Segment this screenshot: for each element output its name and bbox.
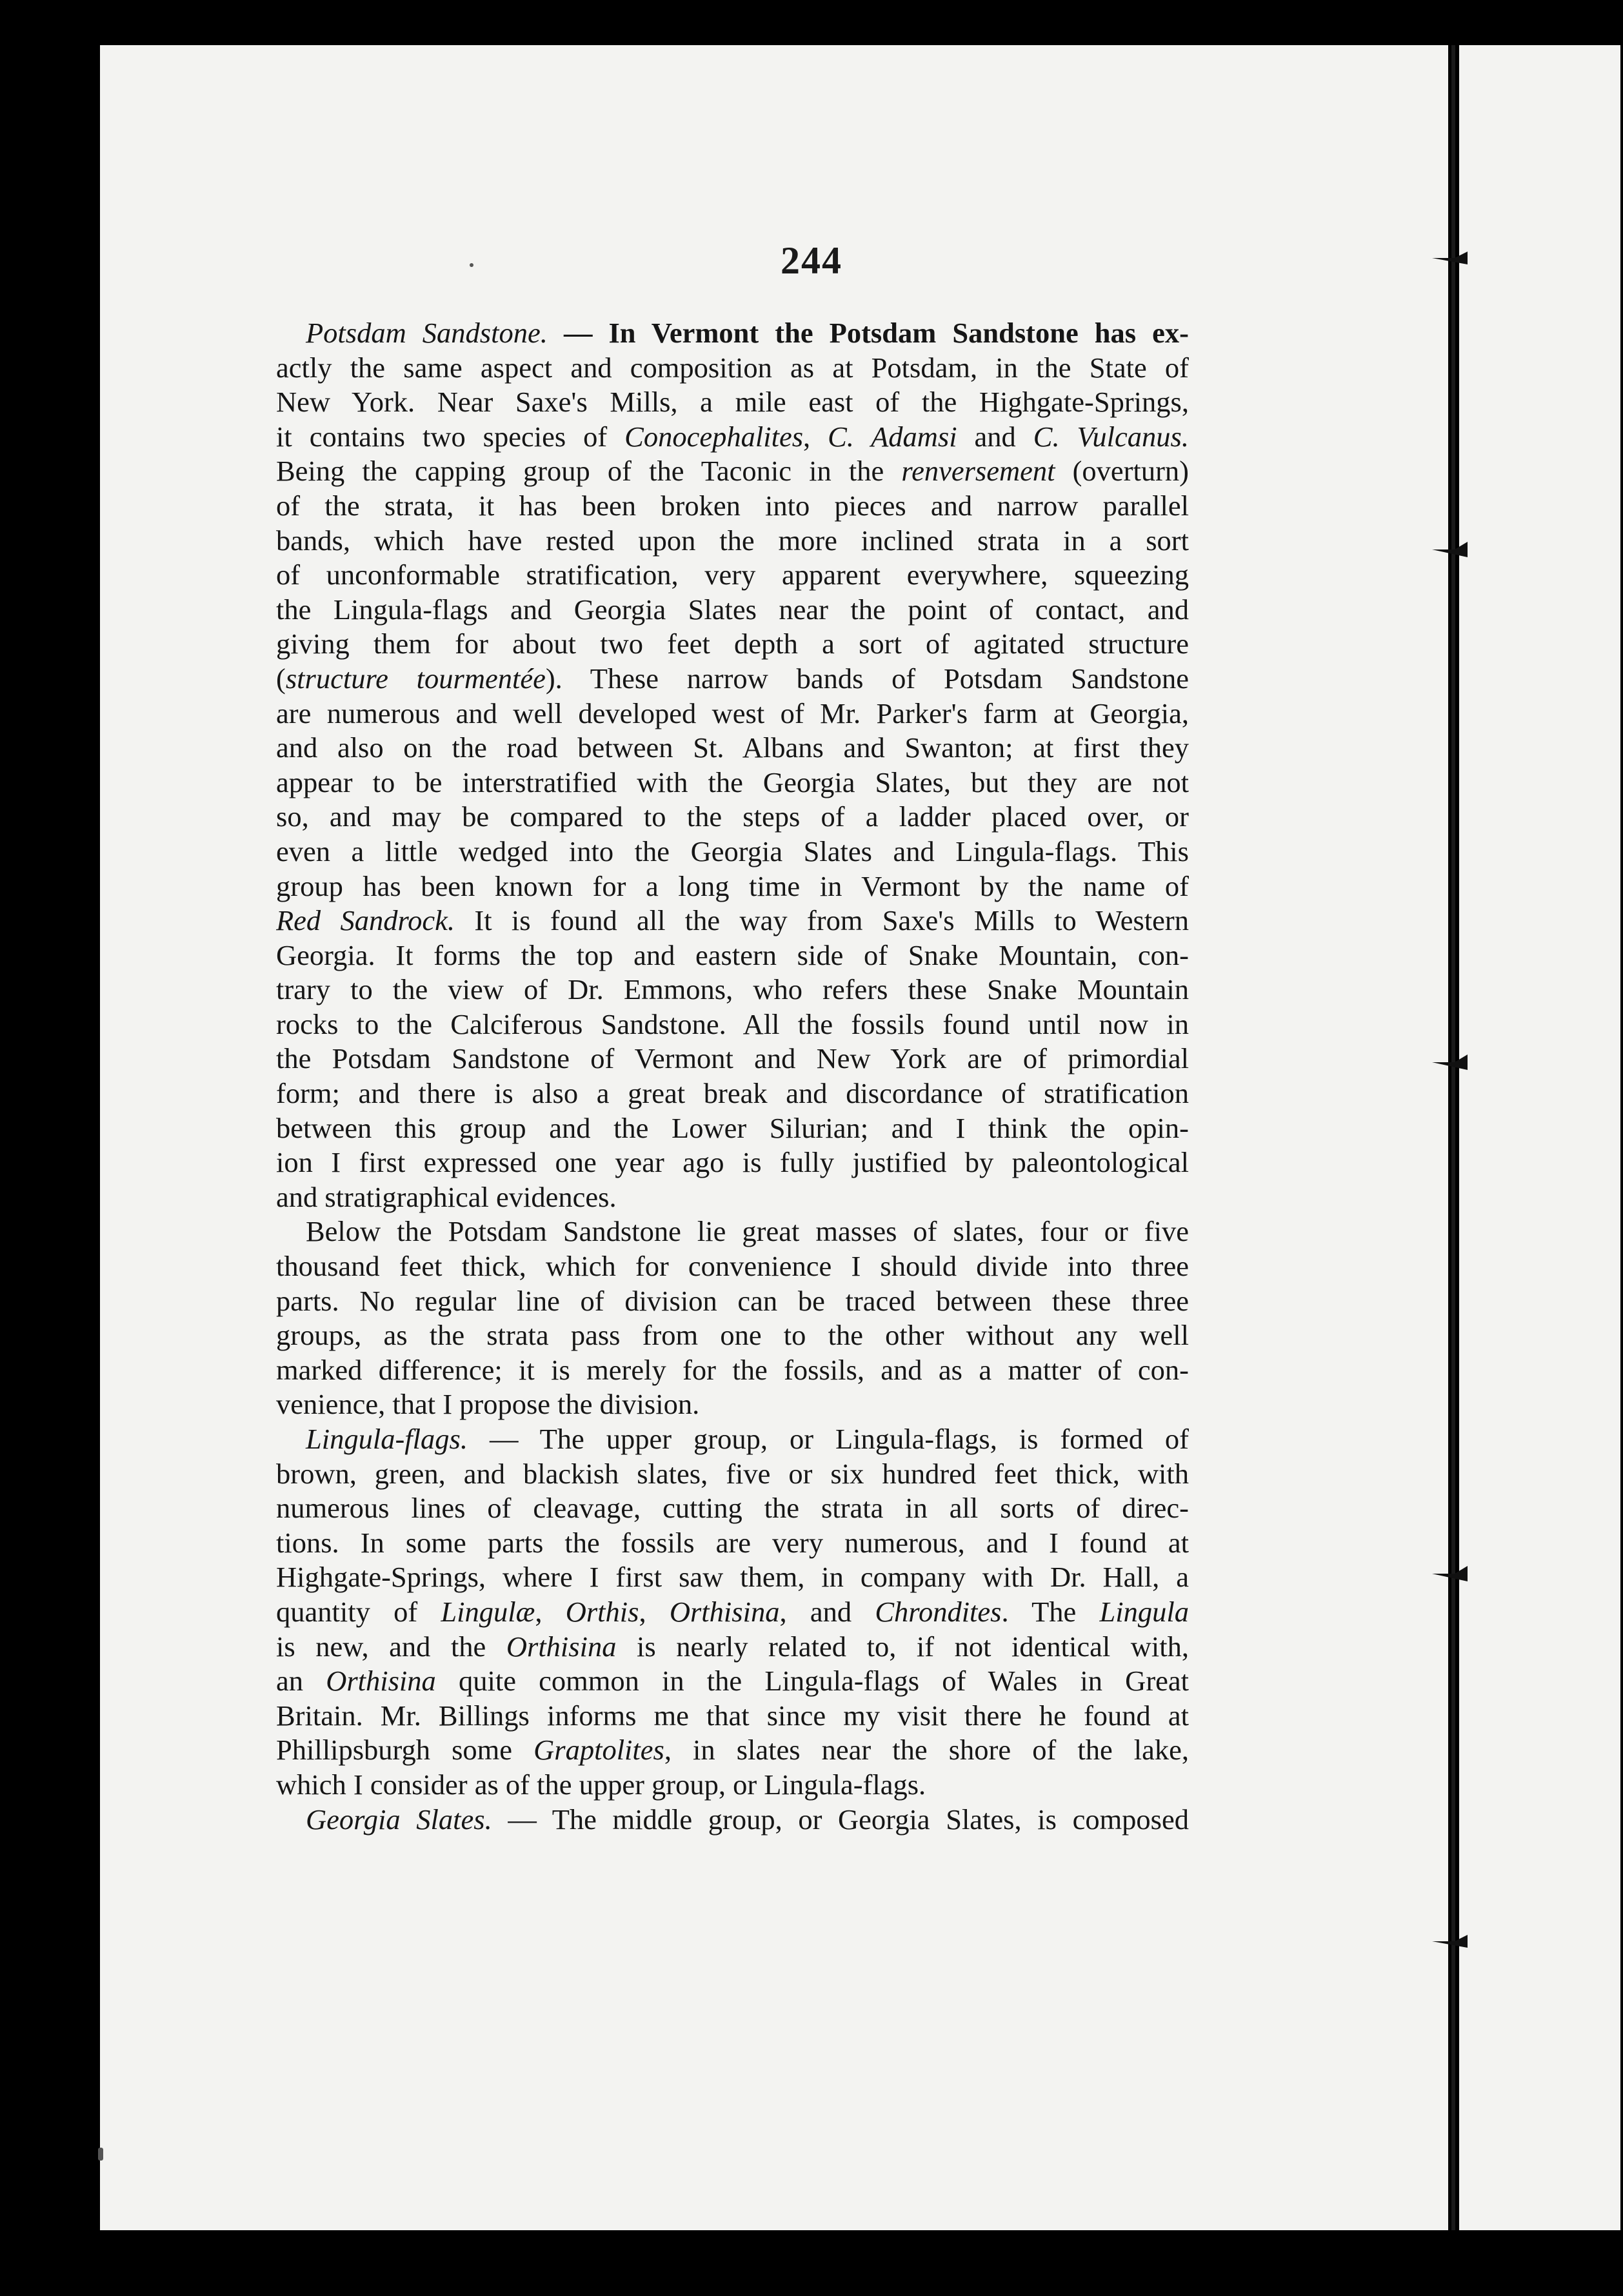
binding-mark-icon [1429,1927,1474,1955]
text-line: quantity of Lingulæ, Orthis, Orthisina, and Chrondites. The Lingula [276,1595,1189,1628]
text-line: numerous lines of cleavage, cutting the strata in all sorts of direc- [276,1492,1189,1525]
text-line: actly the same aspect and composition as at Potsdam, in the State of [276,351,1189,384]
text-line: group has been known for a long time in Vermont by the name of [276,869,1189,902]
text-line: rocks to the Calciferous Sandstone. All the fossils found until now in [276,1007,1189,1040]
body-text [276,316,1189,1837]
text-line: and also on the road between St. Albans and Swanton; at first they [276,731,1189,764]
text-line: Lingula-flags. — The upper group, or Lingula-flags, is formed of [306,1423,1189,1455]
page-gutter-edge [1451,45,1455,2230]
text-line: New York. Near Saxe's Mills, a mile east of the Highgate-Springs, [276,386,1189,419]
text-line: brown, green, and blackish slates, five or six hundred feet thick, with [276,1457,1189,1490]
binding-mark-icon [1429,535,1474,564]
text-line: Phillipsburgh some Graptolites, in slates near the shore of the lake, [276,1734,1189,1767]
page-number: 244 [781,239,842,282]
text-line: groups, as the strata pass from one to the other without any well [276,1319,1189,1352]
text-line: parts. No regular line of division can be traced between these three [276,1284,1189,1317]
text-line: even a little wedged into the Georgia Slates and Lingula-flags. This [276,835,1189,867]
text-line: it contains two species of Conocephalites, C. Adamsi and C. Vulcanus. [276,420,1189,453]
text-line: Potsdam Sandstone. — In Vermont the Potsdam Sandstone has ex- [306,317,1189,349]
text-line: and stratigraphical evidences. [276,1180,617,1213]
text-line: venience, that I propose the division. [276,1388,700,1421]
text-line: which I consider as of the upper group, or Lingula-flags. [276,1768,926,1801]
text-line: of unconformable stratification, very apparent everywhere, squeezing [276,559,1189,591]
text-line: is new, and the Orthisina is nearly related to, if not identical with, [276,1630,1189,1663]
text-line: of the strata, it has been broken into pieces and narrow parallel [276,489,1189,522]
text-line: trary to the view of Dr. Emmons, who refers these Snake Mountain [276,973,1189,1006]
text-line: the Potsdam Sandstone of Vermont and New York are of primordial [276,1042,1189,1075]
text-line: are numerous and well developed west of Mr. Parker's farm at Georgia, [276,697,1189,729]
text-line: an Orthisina quite common in the Lingula-flags of Wales in Great [276,1665,1189,1697]
text-line: ion I first expressed one year ago is fully justified by paleontological [276,1146,1189,1179]
text-line: Highgate-Springs, where I first saw them, in company with Dr. Hall, a [276,1561,1189,1594]
text-line: giving them for about two feet depth a sort of agitated structure [276,628,1189,660]
section-heading-georgia-slates: Georgia Slates. [306,1803,492,1836]
text-line: Being the capping group of the Taconic in the renversement (overturn) [276,455,1189,488]
facing-page-edge [1459,45,1620,2230]
text-line: Below the Potsdam Sandstone lie great masses of slates, four or five [306,1215,1189,1248]
text-line: Britain. Mr. Billings informs me that since my visit there he found at [276,1699,1189,1732]
binding-mark-icon [1429,1559,1474,1588]
text-line: between this group and the Lower Silurian; and I think the opin- [276,1111,1189,1144]
text-line: thousand feet thick, which for convenience I should divide into three [276,1250,1189,1283]
text-line: the Lingula-flags and Georgia Slates near the point of contact, and [276,593,1189,626]
text-line: Red Sandrock. It is found all the way from Saxe's Mills to Western [276,904,1189,937]
text-line: Georgia Slates. — The middle group, or Georgia Slates, is composed [306,1803,1189,1836]
text-line: Georgia. It forms the top and eastern side of Snake Mountain, con- [276,938,1189,971]
section-heading-potsdam: Potsdam Sandstone. [306,317,548,349]
binding-mark-icon [1429,1048,1474,1076]
text-line: marked difference; it is merely for the fossils, and as a matter of con- [276,1353,1189,1386]
text-line: (structure tourmentée). These narrow bands of Potsdam Sandstone [276,662,1189,695]
text-line: so, and may be compared to the steps of a ladder placed over, or [276,800,1189,833]
text-line: bands, which have rested upon the more inclined strata in a sort [276,524,1189,557]
speck [98,2148,103,2161]
text-line: form; and there is also a great break and discordance of stratification [276,1077,1189,1110]
text-line: appear to be interstratified with the Georgia Slates, but they are not [276,766,1189,798]
section-heading-lingula-flags: Lingula-flags. [306,1423,468,1455]
text-line: tions. In some parts the fossils are very numerous, and I found at [276,1526,1189,1559]
